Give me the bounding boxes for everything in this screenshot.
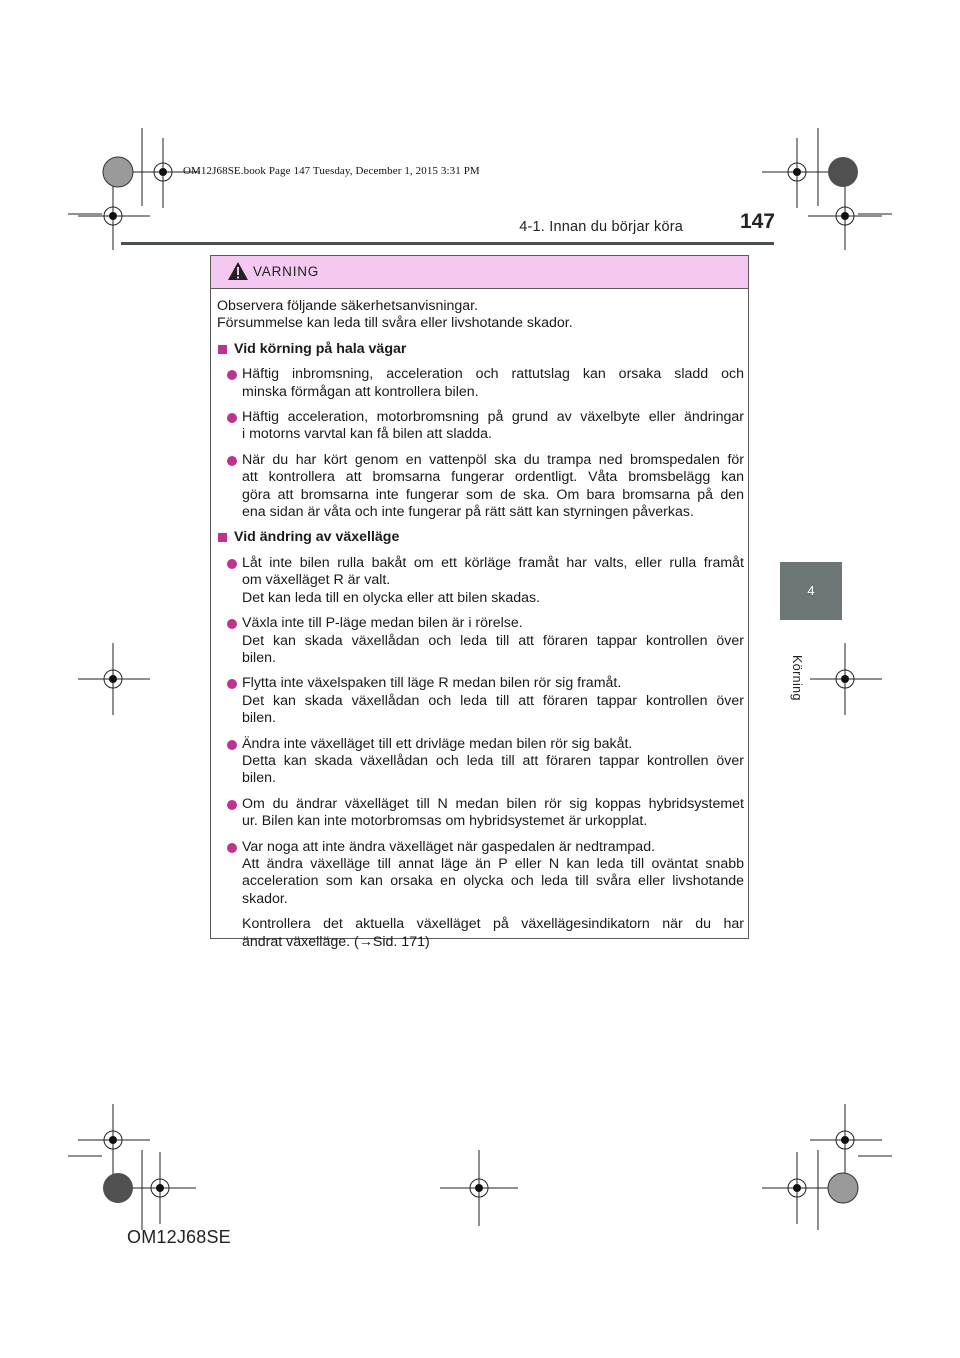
document-code: OM12J68SE: [127, 1227, 231, 1247]
warning-triangle-icon: [227, 261, 249, 281]
list-item: Låt inte bilen rulla bakåt om ett körläge framåt har valts, eller rulla framåt om växelläget R är valt. Det kan leda till en olycka eller att bilen skadas.: [217, 555, 744, 607]
bullet-dot-icon: [227, 559, 237, 569]
bullet-dot-icon: [227, 740, 237, 750]
list-item: Flytta inte växelspaken till läge R medan bilen rör sig framåt. Det kan skada växellådan och leda till att föraren tappar kontrollen över bilen.: [217, 675, 744, 727]
bullet-dot-icon: [227, 370, 237, 380]
intro-line: Observera följande säkerhetsanvisningar.: [217, 298, 479, 314]
section-heading: Vid ändring av växelläge: [217, 529, 744, 546]
square-bullet-icon: [218, 345, 227, 354]
square-bullet-icon: [218, 533, 227, 542]
list-item: Var noga att inte ändra växelläget när gaspedalen är nedtrampad. Att ändra växelläge till annat läge än P eller N kan leda till oväntat snabb acceleration som kan orsaka en olycka och leda till svåra eller livshotande skador.: [217, 839, 744, 909]
list-item: Ändra inte växelläget till ett drivläge medan bilen rör sig bakåt. Detta kan skada växellådan och leda till att föraren tappar kontrollen över bilen.: [217, 736, 744, 788]
bullet-dot-icon: [227, 413, 237, 423]
chapter-tab[interactable]: 4: [780, 562, 842, 620]
warning-box: [210, 255, 749, 950]
page-reference-link[interactable]: ändrat växelläge. (→Sid. 171): [242, 933, 430, 950]
section-title: 4-1. Innan du börjar köra: [519, 219, 683, 235]
warning-content: [217, 298, 744, 951]
list-item: Häftig inbromsning, acceleration och rattutslag kan orsaka sladd och minska förmågan att kontrollera bilen.: [217, 366, 744, 401]
bullet-dot-icon: [227, 843, 237, 853]
bullet-dot-icon: [227, 456, 237, 466]
print-slug: OM12J68SE.book Page 147 Tuesday, December 1, 2015 3:31 PM: [183, 165, 480, 177]
warning-title: VARNING: [253, 264, 320, 279]
header-rule: [121, 242, 774, 245]
bullet-dot-icon: [227, 679, 237, 689]
bullet-dot-icon: [227, 800, 237, 810]
bullet-dot-icon: [227, 619, 237, 629]
page-number: 147: [739, 210, 775, 233]
trailing-note: Kontrollera det aktuella växelläget på växellägesindikatorn när du har ändrat växelläge. (→Sid. 171): [242, 916, 744, 950]
list-item: Häftig acceleration, motorbromsning på grund av växelbyte eller ändringar i motorns varvtal kan få bilen att sladda.: [217, 409, 744, 444]
warning-header: [211, 256, 748, 289]
list-item: När du har kört genom en vattenpöl ska du trampa ned bromspedalen för att kontrollera att bromsarna fungerar ordentligt. Våta bromsbelägg kan göra att bromsarna inte fungerar som de ska. Om bara bromsarna på den ena sidan är våta och inte fungerar på rätt sätt kan styrningen påverkas.: [217, 452, 744, 522]
chapter-label: Körning: [790, 655, 804, 701]
list-item: Om du ändrar växelläget till N medan bilen rör sig koppas hybridsystemet ur. Bilen kan inte motorbromsas om hybridsystemet är urkopplat.: [217, 796, 744, 831]
section-heading: Vid körning på hala vägar: [217, 341, 744, 358]
intro-line: Försummelse kan leda till svåra eller livshotande skador.: [217, 315, 573, 332]
list-item: Växla inte till P-läge medan bilen är i rörelse. Det kan skada växellådan och leda till att föraren tappar kontrollen över bilen.: [217, 615, 744, 667]
